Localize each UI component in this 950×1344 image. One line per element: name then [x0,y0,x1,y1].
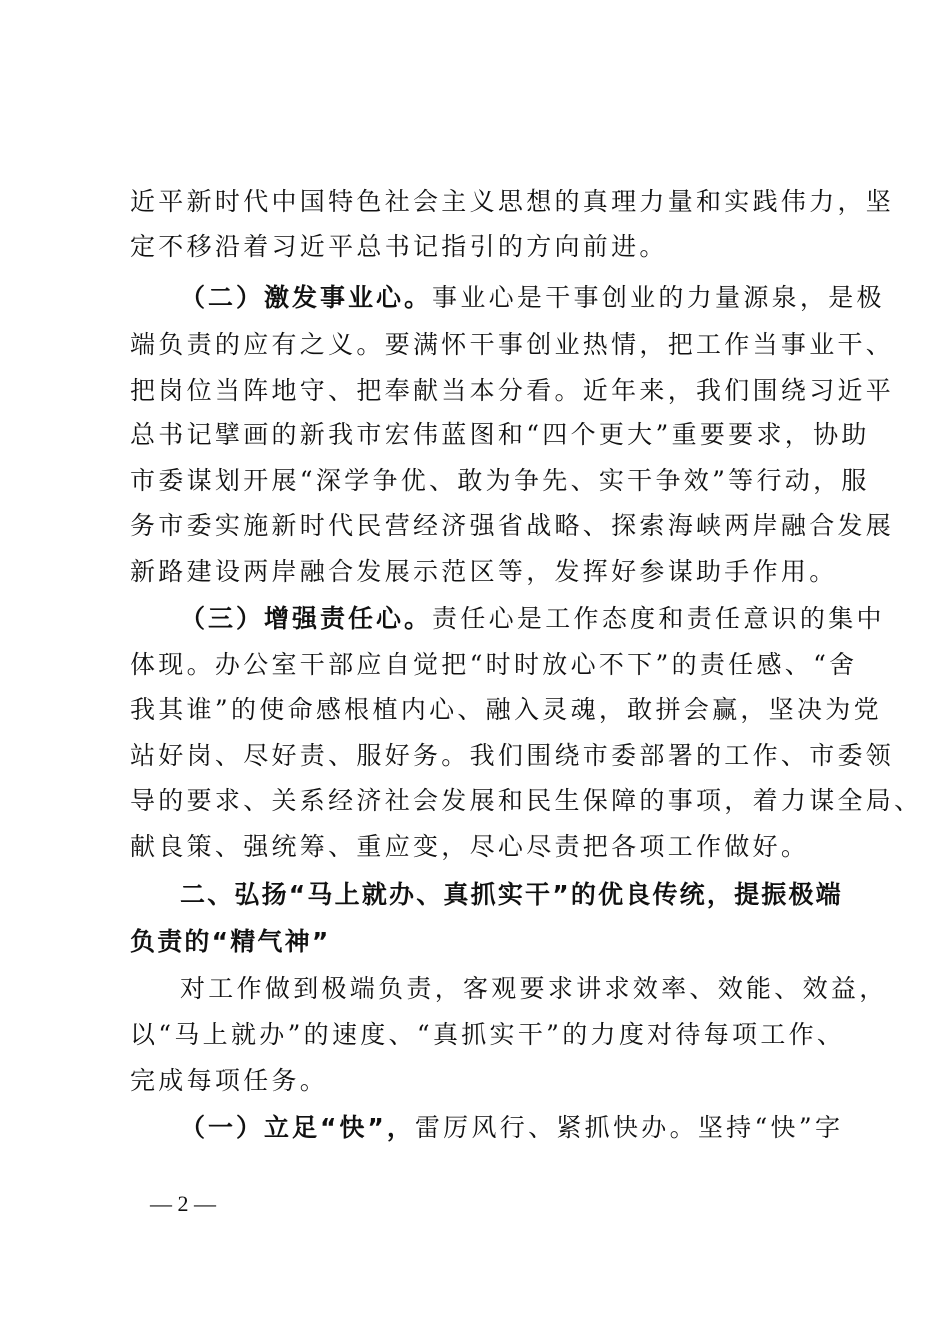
text-line: 市委谋划开展“深学争优、敢为争先、实干争效”等行动，服 [130,466,870,495]
paragraph-text: 雷厉风行、紧抓快办。坚持“快”字 [414,1113,844,1142]
text-line: 把岗位当阵地守、把奉献当本分看。近年来，我们围绕习近平 [130,376,895,405]
text-line: 务市委实施新时代民营经济强省战略、探索海峡两岸融合发展 [130,511,895,540]
text-line: 端负责的应有之义。要满怀干事创业热情，把工作当事业干、 [130,330,895,359]
text-line: 总书记擘画的新我市宏伟蓝图和“四个更大”重要要求，协助 [130,420,870,449]
text-line: 完成每项任务。 [130,1066,329,1095]
section-heading-cont: 负责的“精气神” [130,927,331,956]
text-line: 定不移沿着习近平总书记指引的方向前进。 [130,232,668,261]
paragraph-text: 事业心是干事创业的力量源泉，是极 [432,283,885,312]
paragraph-first-line [180,602,885,636]
paragraph-lead: （二）激发事业心。 [180,283,433,312]
text-line: 献良策、强统筹、重应变，尽心尽责把各项工作做好。 [130,832,810,861]
text-line: 导的要求、关系经济社会发展和民生保障的事项，着力谋全局、 [130,786,923,815]
paragraph-first-line [180,281,885,315]
paragraph-first-line [180,1111,844,1145]
page-number: — 2 — [150,1191,216,1216]
paragraph-text: 责任心是工作态度和责任意识的集中 [432,604,885,633]
text-line: 我其谁”的使命感根植内心、融入灵魂，敢拼会赢，坚决为党 [130,695,882,724]
paragraph-lead: （三）增强责任心。 [180,604,433,633]
text-line: 站好岗、尽好责、服好务。我们围绕市委部署的工作、市委领 [130,741,895,770]
text-line: 体现。办公室干部应自觉把“时时放心不下”的责任感、“舍 [130,650,858,679]
section-heading: 二、弘扬“马上就办、真抓实干”的优良传统，提振极端 [180,880,843,909]
text-line: 以“马上就办”的速度、“真抓实干”的力度对待每项工作、 [130,1020,846,1049]
text-line: 新路建设两岸融合发展示范区等，发挥好参谋助手作用。 [130,557,838,586]
paragraph-lead: （一）立足“快”， [180,1113,415,1142]
text-line: 近平新时代中国特色社会主义思想的真理力量和实践伟力，坚 [130,187,895,216]
text-line: 对工作做到极端负责，客观要求讲求效率、效能、效益， [180,974,888,1003]
